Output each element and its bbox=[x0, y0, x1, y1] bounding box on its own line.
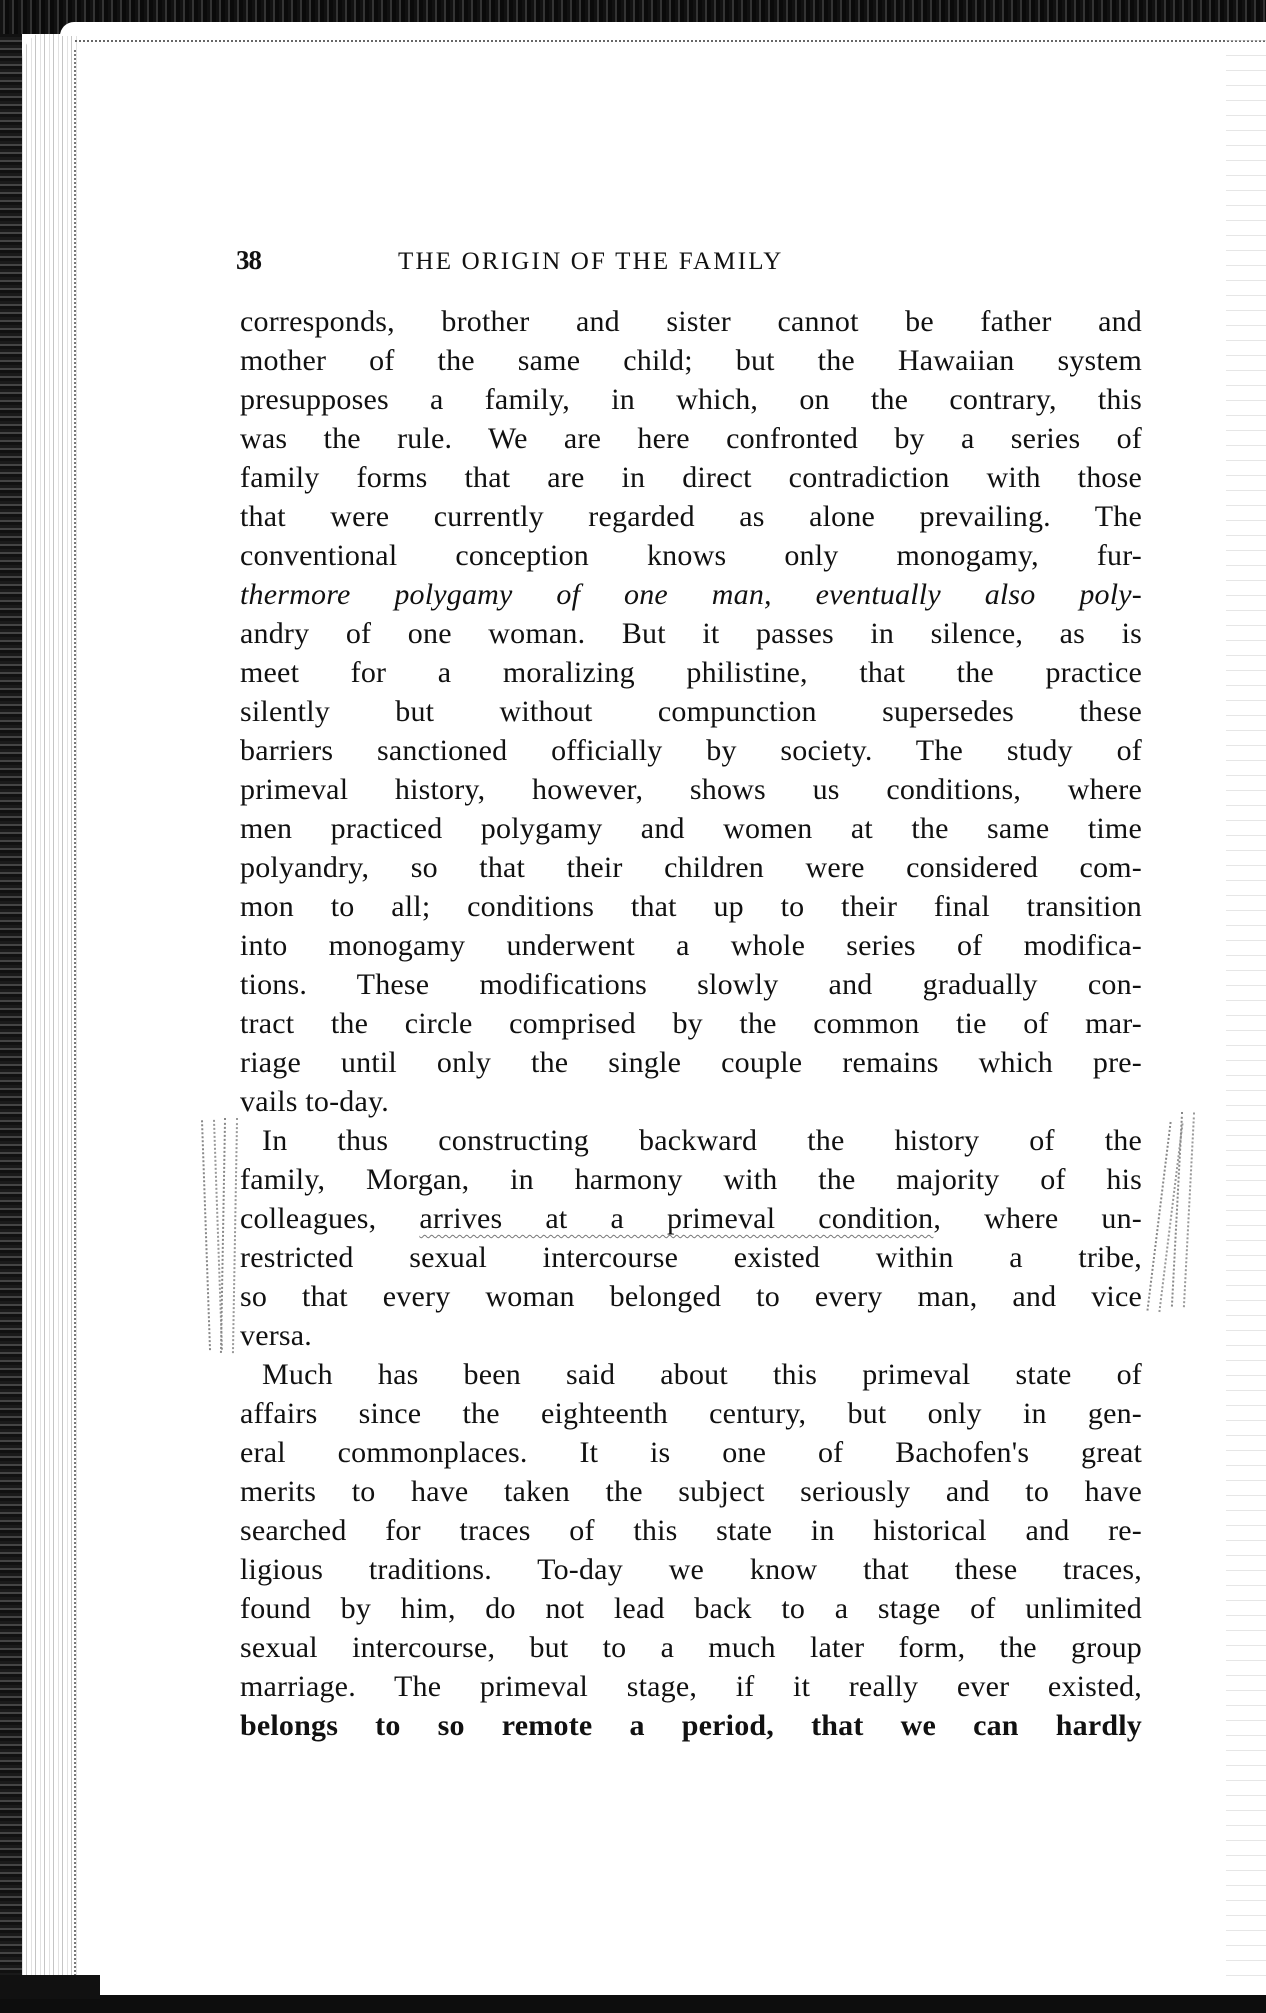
text-line: marriage. The primeval stage, if it really ever existed, bbox=[240, 1670, 1142, 1703]
text-line: conventional conception knows only monogamy, fur- bbox=[240, 539, 1142, 572]
text-line: riage until only the single couple remains which pre- bbox=[240, 1046, 1142, 1079]
text-line: andry of one woman. But it passes in silence, as is bbox=[240, 617, 1142, 650]
text-line: family forms that are in direct contradiction with those bbox=[240, 461, 1142, 494]
paragraph-end-line: versa. bbox=[240, 1319, 312, 1352]
text-line: ligious traditions. To-day we know that these traces, bbox=[240, 1553, 1142, 1586]
text-line: affairs since the eighteenth century, but only in gen- bbox=[240, 1397, 1142, 1430]
text-line: belongs to so remote a period, that we can hardly bbox=[240, 1709, 1142, 1742]
text-line: mon to all; conditions that up to their final transition bbox=[240, 890, 1142, 923]
text-line: that were currently regarded as alone prevailing. The bbox=[240, 500, 1142, 533]
pencil-margin-mark-left bbox=[220, 1118, 238, 1353]
text-line: polyandry, so that their children were considered com- bbox=[240, 851, 1142, 884]
page-top-edge bbox=[60, 22, 1266, 36]
text-line: mother of the same child; but the Hawaiian system bbox=[240, 344, 1142, 377]
running-title: THE ORIGIN OF THE FAMILY bbox=[398, 248, 784, 275]
text-line: so that every woman belonged to every man, and vice bbox=[240, 1280, 1142, 1313]
text-line: was the rule. We are here confronted by a series of bbox=[240, 422, 1142, 455]
text-line: restricted sexual intercourse existed within a tribe, bbox=[240, 1241, 1142, 1274]
paragraph-end-line: vails to-day. bbox=[240, 1085, 389, 1118]
text-line: barriers sanctioned officially by society. The study of bbox=[240, 734, 1142, 767]
book-binding-edge bbox=[0, 0, 22, 2013]
text-line: tions. These modifications slowly and gradually con- bbox=[240, 968, 1142, 1001]
text-line: men practiced polygamy and women at the same time bbox=[240, 812, 1142, 845]
scan-bottom-border bbox=[0, 1995, 1266, 2013]
text-line: primeval history, however, shows us conditions, where bbox=[240, 773, 1142, 806]
body-text bbox=[240, 302, 1142, 1745]
text-line: sexual intercourse, but to a much later form, the group bbox=[240, 1631, 1142, 1664]
text-line: found by him, do not lead back to a stage of unlimited bbox=[240, 1592, 1142, 1625]
text-segment: colleagues, bbox=[240, 1202, 420, 1235]
text-line-italic: thermore polygamy of one man, eventually also poly- bbox=[240, 578, 1142, 611]
page-edge-line bbox=[74, 50, 78, 2000]
text-segment: , where un- bbox=[933, 1202, 1142, 1235]
text-line: into monogamy underwent a whole series of modifica- bbox=[240, 929, 1142, 962]
text-line-annotated bbox=[240, 1199, 1142, 1238]
text-line: family, Morgan, in harmony with the majority of his bbox=[240, 1163, 1142, 1196]
text-line: eral commonplaces. It is one of Bachofen's great bbox=[240, 1436, 1142, 1469]
text-line: searched for traces of this state in historical and re- bbox=[240, 1514, 1142, 1547]
text-line: tract the circle comprised by the common tie of mar- bbox=[240, 1007, 1142, 1040]
text-line: presupposes a family, in which, on the contrary, this bbox=[240, 383, 1142, 416]
page-top-rule bbox=[75, 40, 1265, 45]
text-line: silently but without compunction supersedes these bbox=[240, 695, 1142, 728]
running-head bbox=[236, 245, 1146, 275]
scan-right-speckle bbox=[1226, 40, 1266, 1990]
page-gutter-shadow bbox=[22, 30, 77, 2000]
text-line: meet for a moralizing philistine, that the practice bbox=[240, 656, 1142, 689]
scan-bottom-corner bbox=[0, 1975, 100, 1999]
paragraph-start-line: In thus constructing backward the history of the bbox=[262, 1124, 1142, 1157]
text-line: merits to have taken the subject seriously and to have bbox=[240, 1475, 1142, 1508]
page-number: 38 bbox=[236, 245, 261, 275]
pencil-underlined-phrase: arrives at a primeval condition bbox=[419, 1202, 934, 1235]
text-line: corresponds, brother and sister cannot be father and bbox=[240, 305, 1142, 338]
paragraph-start-line: Much has been said about this primeval state of bbox=[262, 1358, 1142, 1391]
